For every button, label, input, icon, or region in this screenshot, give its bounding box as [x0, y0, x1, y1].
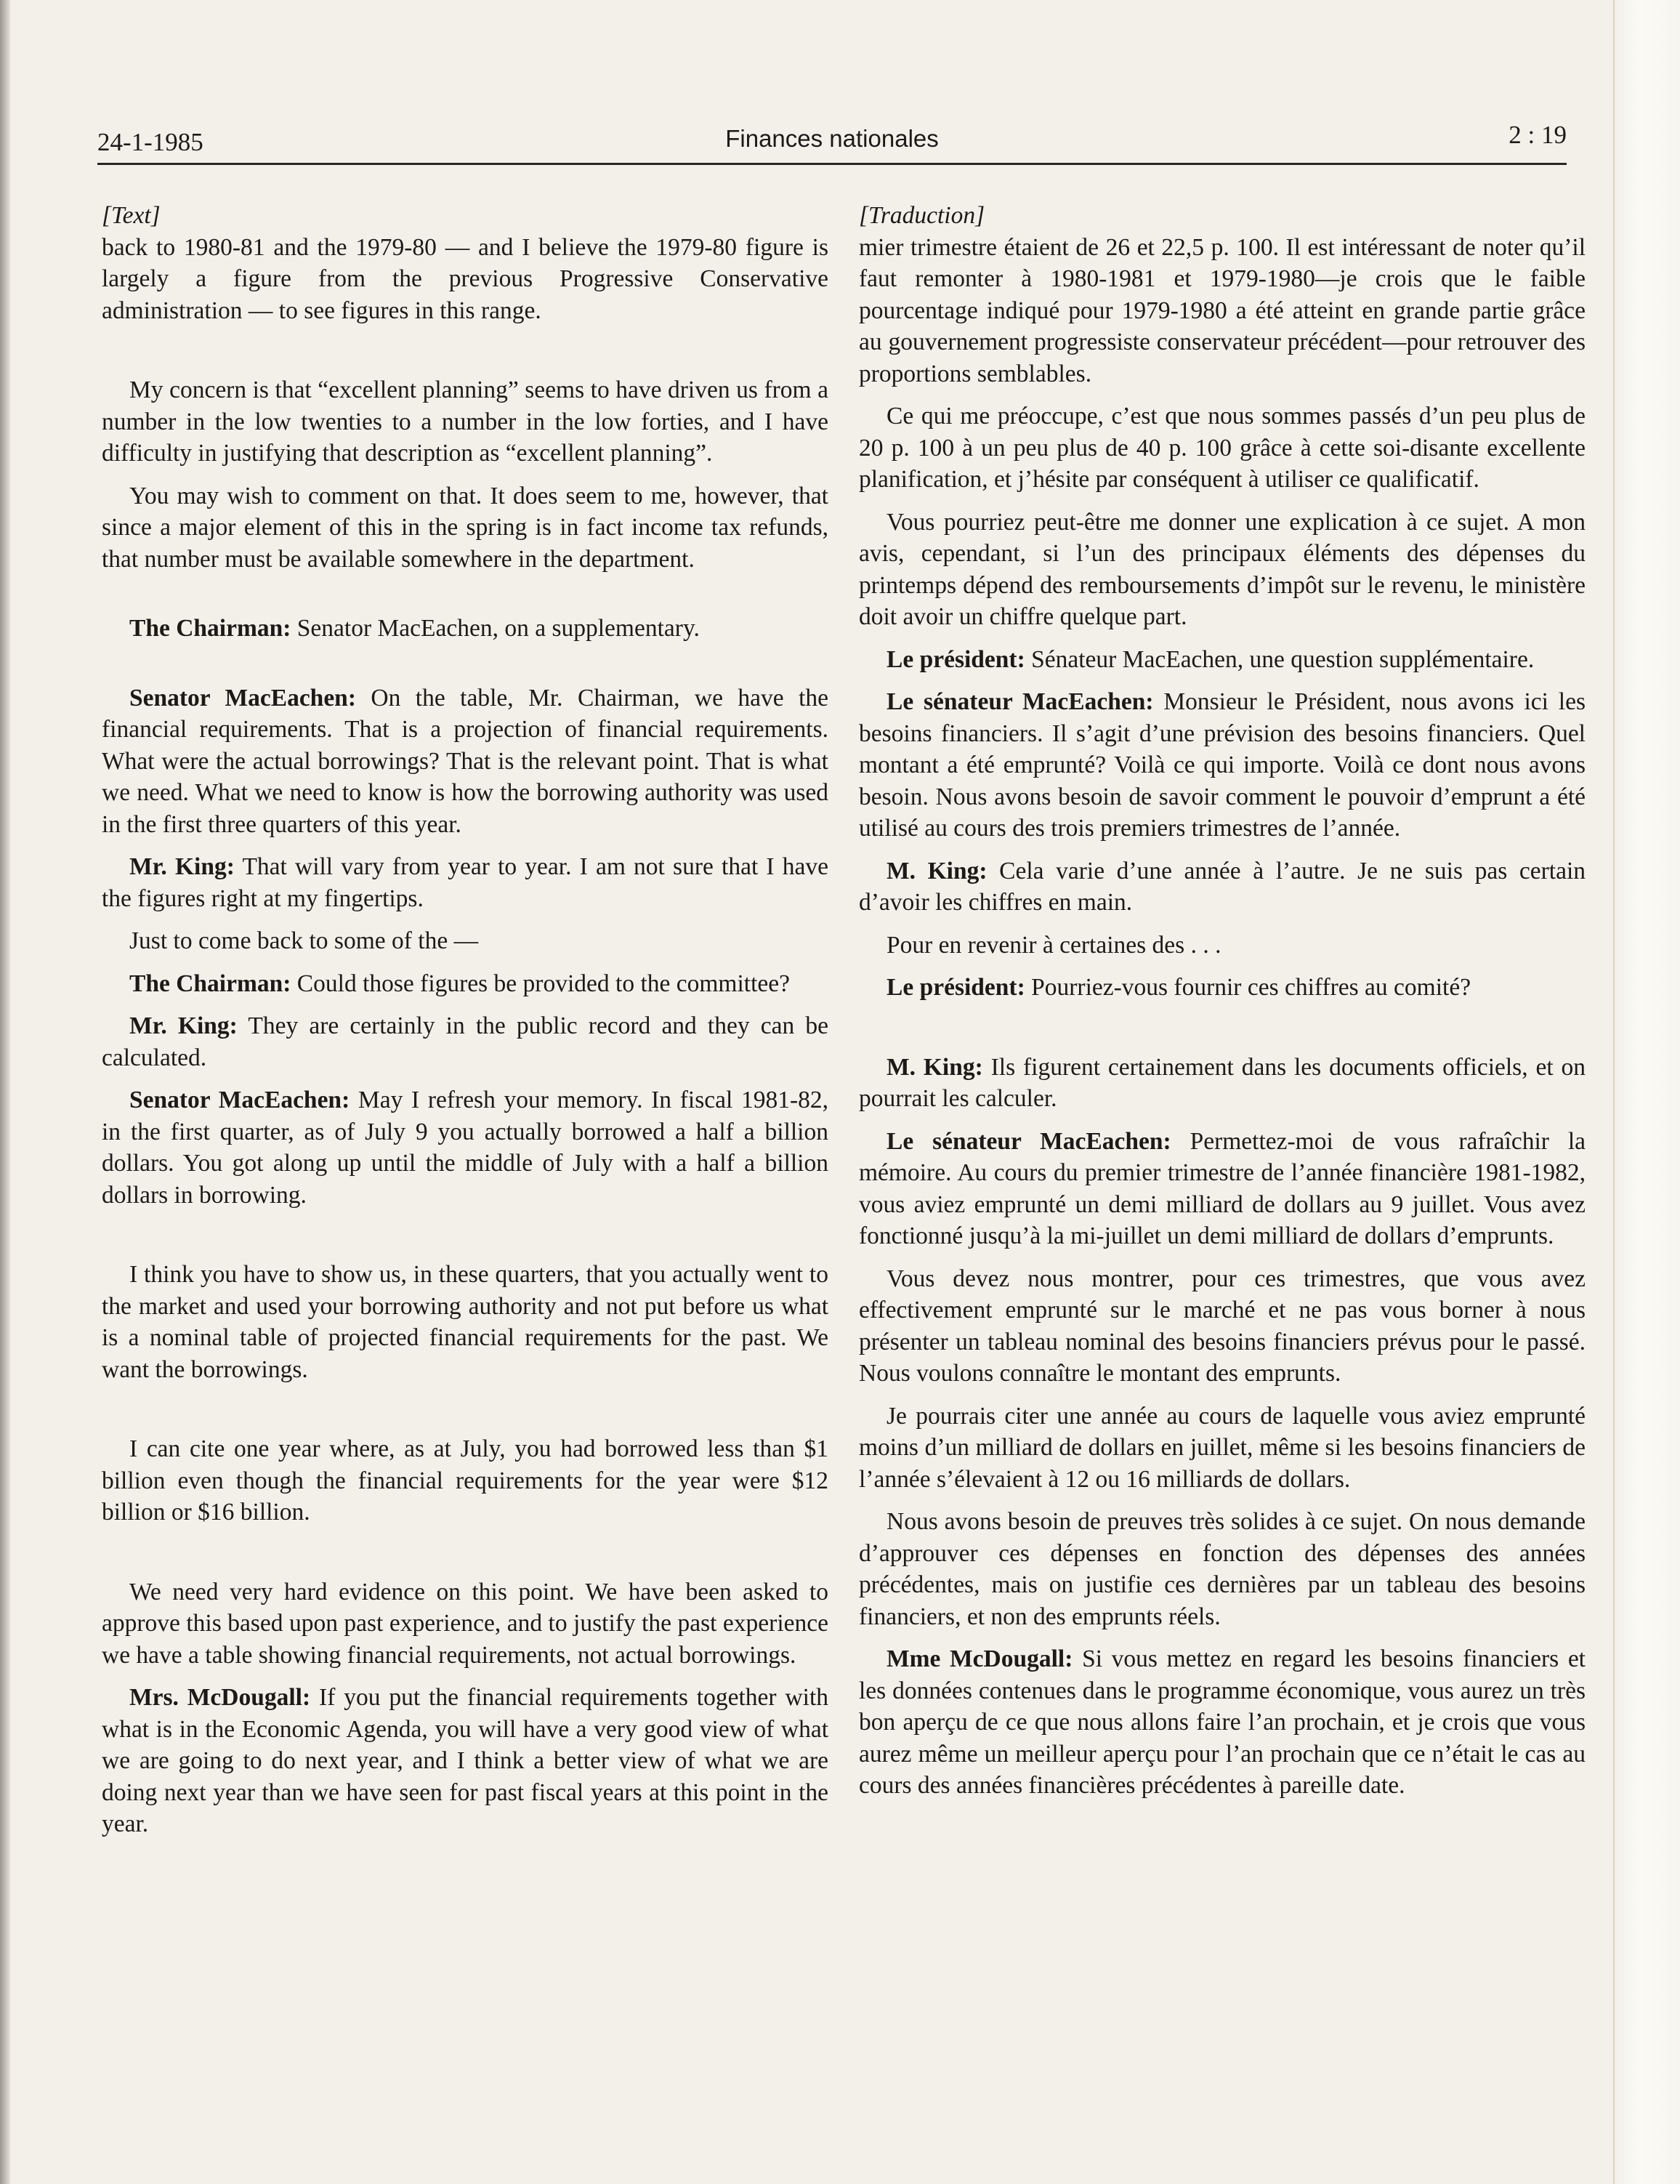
paragraph: Mr. King: They are certainly in the public record and they can be calculated. — [102, 1012, 828, 1071]
paragraph: You may wish to comment on that. It does seem to me, however, that since a major element of this in the spring is in fact income tax refunds, that number must be available somewhere in the department. — [102, 482, 828, 573]
page-edge — [1613, 0, 1680, 2184]
speaker-name: The Chairman: — [129, 615, 291, 642]
paragraph: I can cite one year where, as at July, you had borrowed less than $1 billion even though the financial requirements for the year were $12 billion or $16 billion. — [102, 1435, 828, 1526]
paragraph: M. King: Ils figurent certainement dans les documents officiels, et on pourrait les calculer. — [859, 1053, 1586, 1112]
paragraph: Senator MacEachen: May I refresh your memory. In fiscal 1981-82, in the first quarter, as of July 9 you actually borrowed a half a billion dollars. You got along up until the middle of July with a half a billion dollars in borrowing. — [102, 1087, 829, 1209]
binding-shadow — [0, 0, 10, 2184]
speaker-name: Mr. King: — [129, 1012, 238, 1039]
paragraph: The Chairman: Senator MacEachen, on a supplementary. — [129, 615, 700, 642]
speaker-name: Le sénateur MacEachen: — [887, 688, 1154, 715]
paragraph: Le sénateur MacEachen: Permettez-moi de vous rafraîchir la mémoire. Au cours du premier trimestre de l’année financière 1981-1982, vous aviez emprunté un demi milliard de dollars au 9 juillet. Vous avez fonctionné jusqu’à la mi-juillet un demi milliard de dollars d’emprunts. — [859, 1127, 1586, 1249]
header-page-number: 2 : 19 — [1509, 121, 1567, 149]
paragraph: The Chairman: Could those figures be provided to the committee? — [129, 970, 791, 997]
english-column — [102, 200, 828, 1840]
paragraph: My concern is that “excellent planning” seems to have driven us from a number in the low twenties to a number in the low forties, and I have difficulty in justifying that description as “excellent planning”. — [102, 376, 828, 467]
speaker-name: Le président: — [887, 974, 1025, 1001]
speaker-name: Le président: — [887, 645, 1025, 673]
paragraph: Nous avons besoin de preuves très solides à ce sujet. On nous demande d’approuver ces dépenses en fonction des dépenses des années précédentes, mais on justifie ces dernières par un tableau des besoins financiers, et non des emprunts réels. — [859, 1508, 1586, 1630]
paragraph: Vous devez nous montrer, pour ces trimestres, que vous avez effectivement emprunté sur le marché et ne pas vous borner à nous présenter un tableau nominal des besoins financiers prévus pour le passé. Nous voulons connaître le montant des emprunts. — [859, 1265, 1586, 1387]
paragraph: We need very hard evidence on this point. We have been asked to approve this based upon past experience, and to justify the past experience we have a table showing financial requirements, not actual borrowings. — [102, 1578, 828, 1669]
paragraph: mier trimestre étaient de 26 et 22,5 p. 100. Il est intéressant de noter qu’il faut remonter à 1980-1981 et 1979-1980—je crois que le faible pourcentage indiqué pour 1979-1980 a été atteint en grande partie grâce au gouvernement progressiste conservateur précédent—pour retrouver des proportions semblables. — [859, 233, 1586, 387]
speaker-name: Senator MacEachen: — [129, 1087, 350, 1113]
paragraph: Pour en revenir à certaines des . . . — [887, 931, 1221, 959]
speaker-name: Mrs. McDougall: — [129, 1684, 311, 1711]
column-language-tag: [Traduction] — [859, 202, 985, 229]
header-rule — [97, 163, 1567, 165]
paragraph: I think you have to show us, in these quarters, that you actually went to the market and used your borrowing authority and not put before us what is a nominal table of projected financial requirements for the past. We want the borrowings. — [102, 1261, 828, 1383]
paragraph: Mrs. McDougall: If you put the financial requirements together with what is in the Economic Agenda, you will have a very good view of what we are going to do next year, and I think a better view of what we are doing next year than we have seen for past fiscal years at this point in the year. — [102, 1684, 829, 1837]
header-date: 24-1-1985 — [97, 128, 203, 156]
running-header — [97, 121, 1567, 164]
paragraph: Just to come back to some of the — — [129, 927, 479, 954]
speaker-name: Senator MacEachen: — [129, 684, 356, 712]
speaker-name: M. King: — [887, 857, 988, 885]
paragraph: Mme McDougall: Si vous mettez en regard les besoins financiers et les données contenues dans le programme économique, vous aurez un très bon aperçu de ce que nous allons faire l’an prochain, et je crois que vous aurez même un meilleur aperçu pour l’an prochain que ce n’était le cas au cours des années financières précédentes à pareille date. — [859, 1645, 1586, 1799]
speaker-name: Mme McDougall: — [887, 1645, 1073, 1672]
french-column — [859, 200, 1586, 1802]
paragraph: Vous pourriez peut-être me donner une explication à ce sujet. A mon avis, cependant, si l’un des principaux éléments des dépenses du printemps dépend des remboursements d’impôt sur le revenu, le ministère doit avoir un chiffre quelque part. — [859, 508, 1586, 630]
paragraph: Ce qui me préoccupe, c’est que nous sommes passés d’un peu plus de 20 p. 100 à un peu plus de 40 p. 100 grâce à cette soi-disante excellente planification, et j’hésite par conséquent à utiliser ce qualificatif. — [859, 403, 1586, 493]
paragraph: Le président: Pourriez-vous fournir ces chiffres au comité? — [887, 974, 1471, 1001]
column-language-tag: [Text] — [102, 202, 161, 229]
header-title: Finances nationales — [725, 125, 939, 152]
speaker-name: Mr. King: — [129, 853, 235, 880]
paragraph: M. King: Cela varie d’une année à l’autre. Je ne suis pas certain d’avoir les chiffres en main. — [859, 857, 1586, 916]
paragraph: Senator MacEachen: On the table, Mr. Chairman, we have the financial requirements. That is a projection of financial requirements. What were the actual borrowings? That is the relevant point. That is what we need. What we need to know is how the borrowing authority was used in the first three quarters of this year. — [102, 684, 828, 838]
speaker-name: The Chairman: — [129, 970, 291, 997]
paragraph: Le président: Sénateur MacEachen, une question supplémentaire. — [887, 645, 1535, 673]
speaker-name: M. King: — [887, 1053, 983, 1081]
speaker-name: Le sénateur MacEachen: — [887, 1127, 1171, 1155]
paragraph: back to 1980-81 and the 1979-80 — and I believe the 1979-80 figure is largely a figure from the previous Progressive Conservative administration — to see figures in this range. — [102, 233, 828, 324]
paragraph: Le sénateur MacEachen: Monsieur le Président, nous avons ici les besoins financiers. Il s’agit d’une prévision des besoins financiers. Quel montant a été emprunté? Voilà ce qui importe. Voilà ce dont nous avons besoin. Nous avons besoin de savoir comment le pouvoir d’emprunt a été utilisé au cours des trois premiers trimestres de l’année. — [859, 688, 1586, 842]
paragraph: Mr. King: That will vary from year to year. I am not sure that I have the figures right at my fingertips. — [102, 853, 828, 912]
paragraph: Je pourrais citer une année au cours de laquelle vous aviez emprunté moins d’un milliard de dollars en juillet, même si les besoins financiers de l’année s’élevaient à 12 ou 16 milliards de dollars. — [859, 1402, 1586, 1493]
